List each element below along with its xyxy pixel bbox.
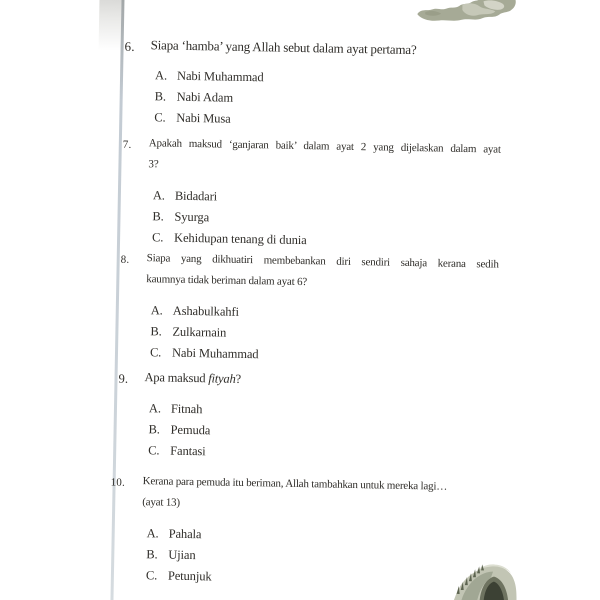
question-text	[146, 248, 499, 296]
question-text	[144, 367, 496, 394]
question-block	[108, 471, 502, 593]
option-text: Fitnah	[170, 401, 203, 417]
question-text-segment: Siapa yang dikhuatiri membebankan diri sendiri sahaja kerana sedih	[146, 252, 499, 271]
option-letter: A.	[150, 303, 163, 318]
question-text-segment: Apakah maksud ‘ganjaran baik’ dalam ayat 2 yang dijelaskan dalam ayat	[148, 137, 501, 156]
options-list	[146, 523, 501, 592]
option-text: Pahala	[168, 526, 202, 542]
option-letter: A.	[154, 68, 168, 83]
question-block	[112, 248, 506, 370]
question-number: 9.	[118, 371, 129, 386]
option-text: Bidadari	[174, 188, 218, 204]
option-letter: C.	[151, 230, 164, 245]
option-text: Kehidupan tenang di dunia	[173, 230, 307, 248]
options-list	[152, 185, 507, 254]
option-letter: B.	[146, 547, 158, 562]
question-line	[150, 34, 502, 61]
option-letter: C.	[149, 345, 162, 360]
question-number: 8.	[120, 253, 130, 266]
question-text-segment: Apa maksud	[144, 370, 209, 386]
question-text	[150, 34, 502, 61]
question-number: 10.	[110, 476, 126, 489]
option-text: Pemuda	[170, 422, 211, 438]
option-letter: C.	[154, 110, 166, 125]
question-text	[142, 471, 495, 519]
question-line	[144, 367, 496, 394]
question-block	[110, 367, 504, 468]
option-text: Ujian	[168, 547, 196, 563]
options-list	[154, 65, 509, 134]
question-text-segment: ?	[235, 371, 242, 386]
option-letter: C.	[148, 443, 160, 458]
option-text: Zulkarnain	[172, 324, 227, 340]
option-text: Nabi Musa	[176, 110, 231, 126]
option-letter: A.	[148, 401, 162, 416]
option-text: Nabi Muhammad	[176, 68, 264, 85]
option-letter: C.	[145, 568, 158, 583]
option-text: Nabi Adam	[176, 89, 234, 105]
option-text: Nabi Muhammad	[171, 345, 259, 362]
option-text: Ashabulkahfi	[172, 303, 240, 319]
option-text: Petunjuk	[167, 568, 212, 584]
question-text-segment: fityah	[208, 371, 236, 386]
option-letter: A.	[152, 188, 165, 203]
question-number: 6.	[124, 38, 135, 54]
option-text: Syurga	[174, 209, 210, 225]
option-letter: B.	[150, 324, 162, 339]
options-list	[150, 300, 505, 369]
question-block	[116, 34, 510, 135]
options-list	[148, 398, 503, 467]
question-text	[148, 133, 501, 181]
question-text-segment: Kerana para pemuda itu beriman, Allah tambahkan untuk mereka lagi…	[142, 475, 448, 493]
option-letter: B.	[148, 422, 160, 437]
question-text-segment: Siapa ‘hamba’ yang Allah sebut dalam ayat pertama?	[150, 37, 417, 58]
question-text-segment: (ayat 13)	[142, 496, 180, 509]
question-text-segment: kaumnya tidak beriman dalam ayat 6?	[146, 273, 308, 289]
option-letter: B.	[154, 89, 167, 104]
option-text: Fantasi	[170, 443, 206, 459]
question-number: 7.	[122, 138, 132, 151]
question-text-segment: 3?	[148, 158, 159, 171]
option-letter: A.	[146, 526, 159, 541]
option-letter: B.	[152, 209, 164, 224]
question-block	[114, 133, 508, 255]
